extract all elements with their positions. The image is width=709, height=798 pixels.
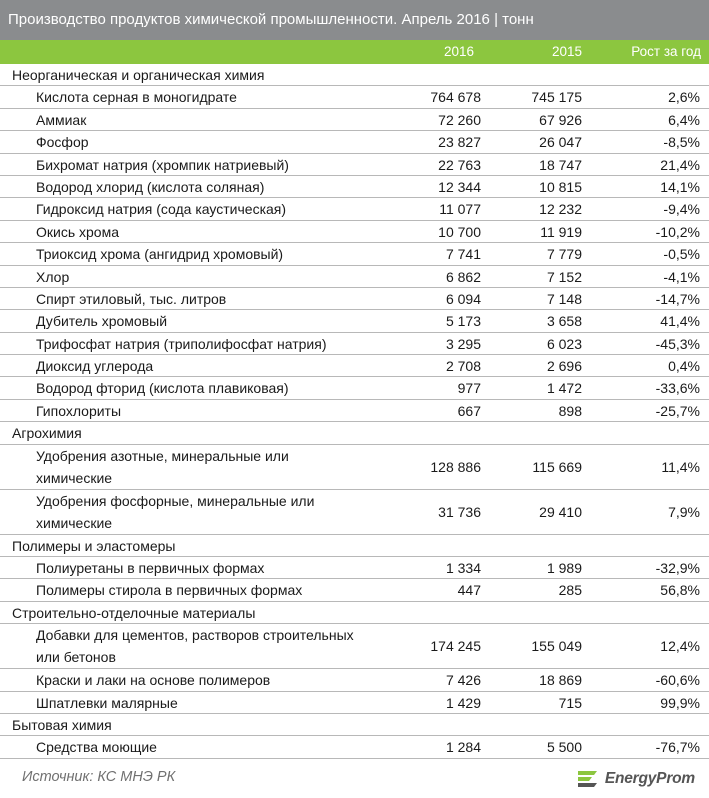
table-row bbox=[0, 154, 709, 176]
section-header-row bbox=[0, 422, 709, 444]
table-row bbox=[0, 221, 709, 243]
value-2015: 18 747 bbox=[539, 156, 582, 173]
table-row bbox=[0, 86, 709, 108]
growth-value: -9,4% bbox=[663, 201, 700, 218]
value-2016: 7 741 bbox=[445, 246, 481, 263]
table-row bbox=[0, 624, 709, 669]
column-header-growth: Рост за год bbox=[631, 44, 701, 59]
value-2015: 745 175 bbox=[531, 89, 582, 106]
table-row bbox=[0, 198, 709, 220]
value-2015: 715 bbox=[558, 694, 582, 711]
growth-value: 56,8% bbox=[660, 582, 700, 599]
product-name: Фосфор bbox=[36, 134, 89, 151]
value-2016: 667 bbox=[457, 402, 481, 419]
growth-value: 41,4% bbox=[660, 313, 700, 330]
value-2016: 1 284 bbox=[445, 739, 481, 756]
value-2016: 128 886 bbox=[430, 458, 481, 475]
value-2015: 7 779 bbox=[546, 246, 582, 263]
value-2016: 31 736 bbox=[438, 503, 481, 520]
product-name: Полиуретаны в первичных формах bbox=[36, 560, 265, 577]
table-row bbox=[0, 579, 709, 601]
value-2016: 11 077 bbox=[439, 201, 481, 218]
table-row bbox=[0, 310, 709, 332]
growth-value: -10,2% bbox=[655, 223, 700, 240]
product-name: Трифосфат натрия (триполифосфат натрия) bbox=[36, 335, 327, 352]
logo-text: EnergyProm bbox=[604, 770, 695, 787]
value-2015: 26 047 bbox=[539, 134, 582, 151]
table-row bbox=[0, 243, 709, 265]
section-title: Бытовая химия bbox=[12, 716, 112, 733]
table-row bbox=[0, 669, 709, 691]
section-title: Строительно-отделочные материалы bbox=[12, 604, 256, 621]
product-name: Окись хрома bbox=[36, 223, 120, 240]
section-title: Полимеры и эластомеры bbox=[12, 537, 176, 554]
page-title: Производство продуктов химической промышленности. Апрель 2016 | тонн bbox=[0, 0, 709, 40]
value-2016: 7 426 bbox=[445, 672, 481, 689]
table-row bbox=[0, 288, 709, 310]
value-2015: 898 bbox=[558, 402, 582, 419]
value-2016: 72 260 bbox=[438, 111, 481, 128]
value-2016: 977 bbox=[457, 380, 481, 397]
column-header-2016: 2016 bbox=[443, 44, 474, 59]
product-name: Триоксид хрома (ангидрид хромовый) bbox=[36, 246, 284, 263]
product-name: Гипохлориты bbox=[36, 402, 122, 419]
value-2015: 285 bbox=[558, 582, 582, 599]
product-name: Удобрения фосфорные, минеральные или химические bbox=[36, 492, 315, 531]
value-2015: 29 410 bbox=[539, 503, 582, 520]
product-name: Аммиак bbox=[36, 111, 87, 128]
growth-value: -4,1% bbox=[663, 268, 700, 285]
growth-value: 21,4% bbox=[660, 156, 700, 173]
value-2016: 23 827 bbox=[438, 134, 481, 151]
table-row bbox=[0, 355, 709, 377]
table-row bbox=[0, 266, 709, 288]
product-name: Шпатлевки малярные bbox=[36, 694, 178, 711]
growth-value: 12,4% bbox=[660, 638, 700, 655]
product-name: Средства моющие bbox=[36, 739, 157, 756]
value-2016: 10 700 bbox=[438, 223, 481, 240]
product-name: Краски и лаки на основе полимеров bbox=[36, 672, 271, 689]
source-note: Источник: КС МНЭ РК bbox=[22, 769, 176, 785]
value-2015: 11 919 bbox=[540, 223, 582, 240]
value-2016: 3 295 bbox=[445, 335, 481, 352]
table-row bbox=[0, 736, 709, 758]
value-2016: 12 344 bbox=[438, 178, 481, 195]
growth-value: -76,7% bbox=[655, 739, 700, 756]
growth-value: -14,7% bbox=[655, 290, 700, 307]
value-2015: 155 049 bbox=[531, 638, 582, 655]
value-2015: 5 500 bbox=[546, 739, 582, 756]
table-row bbox=[0, 333, 709, 355]
value-2015: 7 148 bbox=[546, 290, 582, 307]
value-2015: 18 869 bbox=[539, 672, 582, 689]
energyprom-logo bbox=[575, 764, 695, 794]
section-header-row bbox=[0, 602, 709, 624]
table-row bbox=[0, 692, 709, 714]
value-2016: 1 429 bbox=[445, 694, 481, 711]
table-row bbox=[0, 557, 709, 579]
product-name: Бихромат натрия (хромпик натриевый) bbox=[36, 156, 289, 173]
product-name: Полимеры стирола в первичных формах bbox=[36, 582, 303, 599]
value-2015: 67 926 bbox=[539, 111, 582, 128]
growth-value: 14,1% bbox=[660, 178, 700, 195]
section-title: Агрохимия bbox=[12, 425, 82, 442]
section-header-row bbox=[0, 714, 709, 736]
value-2015: 12 232 bbox=[539, 201, 582, 218]
value-2016: 6 094 bbox=[445, 290, 481, 307]
product-name: Гидроксид натрия (сода каустическая) bbox=[36, 201, 287, 218]
growth-value: 99,9% bbox=[660, 694, 700, 711]
value-2015: 2 696 bbox=[546, 358, 582, 375]
production-table bbox=[0, 64, 709, 759]
section-header-row bbox=[0, 535, 709, 557]
value-2016: 447 bbox=[457, 582, 481, 599]
value-2016: 174 245 bbox=[430, 638, 481, 655]
product-name: Добавки для цементов, растворов строительных или бетонов bbox=[36, 627, 354, 666]
growth-value: 7,9% bbox=[668, 503, 700, 520]
value-2016: 1 334 bbox=[445, 560, 481, 577]
product-name: Спирт этиловый, тыс. литров bbox=[36, 290, 227, 307]
footer bbox=[0, 762, 709, 798]
table-row bbox=[0, 131, 709, 153]
growth-value: 11,4% bbox=[661, 458, 700, 475]
table-row bbox=[0, 445, 709, 490]
energyprom-logo-icon bbox=[575, 767, 601, 791]
product-name: Дубитель хромовый bbox=[36, 313, 168, 330]
value-2016: 22 763 bbox=[438, 156, 481, 173]
table-row bbox=[0, 490, 709, 535]
column-header-2015: 2015 bbox=[551, 44, 582, 59]
growth-value: 6,4% bbox=[668, 111, 700, 128]
value-2016: 6 862 bbox=[445, 268, 481, 285]
growth-value: 0,4% bbox=[668, 358, 700, 375]
value-2015: 115 669 bbox=[532, 458, 582, 475]
growth-value: -0,5% bbox=[663, 246, 700, 263]
growth-value: -32,9% bbox=[655, 560, 700, 577]
table-row bbox=[0, 109, 709, 131]
product-name: Диоксид углерода bbox=[36, 358, 154, 375]
value-2015: 6 023 bbox=[546, 335, 582, 352]
product-name: Хлор bbox=[36, 268, 70, 285]
growth-value: 2,6% bbox=[668, 89, 700, 106]
product-name: Водород хлорид (кислота соляная) bbox=[36, 178, 265, 195]
section-title: Неорганическая и органическая химия bbox=[12, 67, 265, 83]
value-2016: 5 173 bbox=[445, 313, 481, 330]
section-header-row bbox=[0, 64, 709, 86]
product-name: Удобрения азотные, минеральные или химические bbox=[36, 447, 289, 486]
growth-value: -60,6% bbox=[655, 672, 700, 689]
table-row bbox=[0, 176, 709, 198]
value-2016: 2 708 bbox=[445, 358, 481, 375]
value-2015: 1 472 bbox=[546, 380, 582, 397]
growth-value: -45,3% bbox=[655, 335, 700, 352]
value-2015: 1 989 bbox=[546, 560, 582, 577]
value-2015: 10 815 bbox=[539, 178, 582, 195]
value-2015: 3 658 bbox=[546, 313, 582, 330]
growth-value: -8,5% bbox=[663, 134, 700, 151]
product-name: Водород фторид (кислота плавиковая) bbox=[36, 380, 289, 397]
table-row bbox=[0, 400, 709, 422]
product-name: Кислота серная в моногидрате bbox=[36, 89, 237, 106]
growth-value: -25,7% bbox=[655, 402, 700, 419]
value-2016: 764 678 bbox=[430, 89, 481, 106]
table-header bbox=[0, 40, 709, 64]
value-2015: 7 152 bbox=[546, 268, 582, 285]
growth-value: -33,6% bbox=[655, 380, 700, 397]
table-row bbox=[0, 377, 709, 399]
